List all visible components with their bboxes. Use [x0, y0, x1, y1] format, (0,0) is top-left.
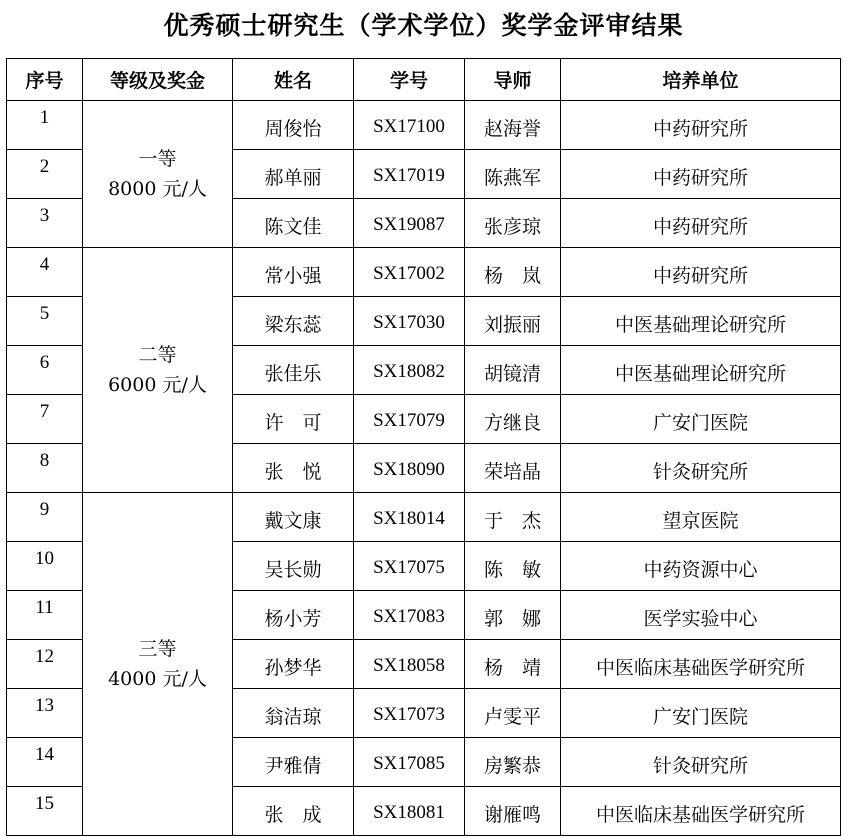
student-name: 陈文佳 [233, 199, 354, 248]
advisor-name: 赵海誉 [465, 101, 561, 150]
training-unit: 中药资源中心 [561, 542, 841, 591]
student-name: 尹雅倩 [233, 738, 354, 787]
row-index: 5 [7, 297, 83, 346]
training-unit: 广安门医院 [561, 395, 841, 444]
advisor-name: 卢雯平 [465, 689, 561, 738]
grade-cell [83, 101, 233, 248]
grade-amount: 4000 元/人 [108, 668, 207, 690]
advisor-name: 房繁恭 [465, 738, 561, 787]
student-name: 周俊怡 [233, 101, 354, 150]
grade-cell [83, 493, 233, 836]
training-unit: 中药研究所 [561, 150, 841, 199]
grade-level: 二等 [138, 344, 177, 366]
training-unit: 针灸研究所 [561, 738, 841, 787]
student-id: SX18081 [354, 787, 465, 836]
row-index: 9 [7, 493, 83, 542]
results-table [6, 58, 841, 836]
row-index: 6 [7, 346, 83, 395]
advisor-name: 陈燕军 [465, 150, 561, 199]
training-unit: 中药研究所 [561, 101, 841, 150]
student-name: 孙梦华 [233, 640, 354, 689]
header-row [7, 59, 841, 101]
advisor-name: 于 杰 [465, 493, 561, 542]
student-id: SX18082 [354, 346, 465, 395]
training-unit: 广安门医院 [561, 689, 841, 738]
student-id: SX17030 [354, 297, 465, 346]
training-unit: 中医基础理论研究所 [561, 297, 841, 346]
student-id: SX17019 [354, 150, 465, 199]
grade-amount: 8000 元/人 [108, 178, 207, 200]
advisor-name: 荣培晶 [465, 444, 561, 493]
advisor-name: 陈 敏 [465, 542, 561, 591]
col-header-name: 姓名 [233, 59, 354, 101]
table-row [7, 101, 841, 150]
student-id: SX18090 [354, 444, 465, 493]
advisor-name: 谢雁鸣 [465, 787, 561, 836]
col-header-index: 序号 [7, 59, 83, 101]
student-id: SX17073 [354, 689, 465, 738]
student-name: 梁东蕊 [233, 297, 354, 346]
advisor-name: 郭 娜 [465, 591, 561, 640]
advisor-name: 刘振丽 [465, 297, 561, 346]
row-index: 11 [7, 591, 83, 640]
student-name: 常小强 [233, 248, 354, 297]
student-name: 郝单丽 [233, 150, 354, 199]
row-index: 12 [7, 640, 83, 689]
student-name: 张 成 [233, 787, 354, 836]
advisor-name: 胡镜清 [465, 346, 561, 395]
row-index: 3 [7, 199, 83, 248]
student-name: 张佳乐 [233, 346, 354, 395]
col-header-student-id: 学号 [354, 59, 465, 101]
student-name: 翁洁琼 [233, 689, 354, 738]
training-unit: 中医临床基础医学研究所 [561, 787, 841, 836]
training-unit: 中药研究所 [561, 199, 841, 248]
row-index: 8 [7, 444, 83, 493]
student-id: SX17075 [354, 542, 465, 591]
advisor-name: 方继良 [465, 395, 561, 444]
training-unit: 中医临床基础医学研究所 [561, 640, 841, 689]
row-index: 2 [7, 150, 83, 199]
col-header-unit: 培养单位 [561, 59, 841, 101]
student-id: SX17083 [354, 591, 465, 640]
advisor-name: 杨 靖 [465, 640, 561, 689]
advisor-name: 张彦琼 [465, 199, 561, 248]
grade-amount: 6000 元/人 [108, 374, 207, 396]
advisor-name: 杨 岚 [465, 248, 561, 297]
student-id: SX17085 [354, 738, 465, 787]
student-name: 张 悦 [233, 444, 354, 493]
row-index: 14 [7, 738, 83, 787]
row-index: 10 [7, 542, 83, 591]
grade-level: 三等 [138, 638, 177, 660]
student-name: 许 可 [233, 395, 354, 444]
table-row [7, 248, 841, 297]
row-index: 7 [7, 395, 83, 444]
row-index: 4 [7, 248, 83, 297]
grade-level: 一等 [138, 148, 177, 170]
col-header-advisor: 导师 [465, 59, 561, 101]
row-index: 13 [7, 689, 83, 738]
training-unit: 中医基础理论研究所 [561, 346, 841, 395]
student-id: SX17002 [354, 248, 465, 297]
training-unit: 针灸研究所 [561, 444, 841, 493]
row-index: 15 [7, 787, 83, 836]
student-id: SX17100 [354, 101, 465, 150]
table-header [7, 59, 841, 101]
table-row [7, 493, 841, 542]
student-id: SX19087 [354, 199, 465, 248]
table-body [7, 101, 841, 836]
training-unit: 望京医院 [561, 493, 841, 542]
page-title: 优秀硕士研究生（学术学位）奖学金评审结果 [163, 11, 684, 40]
row-index: 1 [7, 101, 83, 150]
student-name: 杨小芳 [233, 591, 354, 640]
student-name: 吴长勋 [233, 542, 354, 591]
student-id: SX17079 [354, 395, 465, 444]
student-name: 戴文康 [233, 493, 354, 542]
training-unit: 中药研究所 [561, 248, 841, 297]
student-id: SX18058 [354, 640, 465, 689]
training-unit: 医学实验中心 [561, 591, 841, 640]
col-header-grade: 等级及奖金 [83, 59, 233, 101]
student-id: SX18014 [354, 493, 465, 542]
grade-cell [83, 248, 233, 493]
